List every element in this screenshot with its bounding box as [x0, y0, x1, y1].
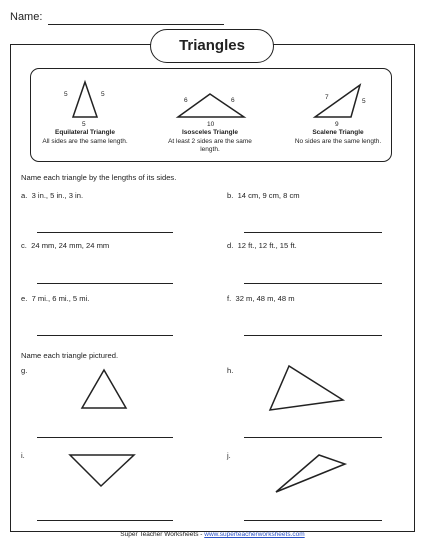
- answer-line-j[interactable]: [244, 520, 382, 521]
- isosceles-side-left: 6: [184, 97, 188, 104]
- isosceles-name: Isosceles Triangle: [181, 129, 238, 136]
- triangle-h-shape: [270, 366, 343, 410]
- equilateral-description: All sides are the same length.: [42, 138, 128, 145]
- scalene-name: Scalene Triangle: [312, 129, 364, 136]
- item-i-label: i.: [21, 451, 25, 460]
- equilateral-side-bottom: 5: [82, 121, 86, 128]
- triangle-i-shape: [70, 455, 134, 486]
- isosceles-description: At least 2 sides are the same length.: [168, 138, 252, 153]
- scalene-description: No sides are the same length.: [294, 138, 382, 145]
- equilateral-side-left: 5: [64, 91, 68, 98]
- item-j-label: j.: [227, 451, 231, 460]
- footer-text: Super Teacher Worksheets -: [120, 531, 205, 538]
- answer-line-i[interactable]: [37, 520, 173, 521]
- item-g-label: g.: [21, 366, 28, 375]
- question-d: d. 12 ft., 12 ft., 15 ft.: [227, 241, 297, 250]
- scalene-side-bottom: 9: [335, 121, 339, 128]
- scalene-side-left: 7: [325, 94, 329, 101]
- isosceles-side-bottom: 10: [207, 121, 215, 128]
- question-c: c. 24 mm, 24 mm, 24 mm: [21, 241, 110, 250]
- worksheet-title: Triangles: [150, 29, 274, 63]
- footer: [0, 531, 425, 538]
- footer-link[interactable]: www.superteacherworksheets.com: [204, 531, 305, 538]
- question-e: e. 7 mi., 6 mi., 5 mi.: [21, 294, 90, 303]
- triangle-g-shape: [82, 370, 126, 408]
- answer-line-h[interactable]: [244, 437, 382, 438]
- question-b: b. 14 cm, 9 cm, 8 cm: [227, 191, 300, 200]
- equilateral-side-right: 5: [101, 91, 105, 98]
- answer-line-g[interactable]: [37, 437, 173, 438]
- item-h-label: h.: [227, 366, 234, 375]
- name-label: Name:: [10, 11, 43, 23]
- part1-instruction: Name each triangle by the lengths of its sides.: [21, 173, 177, 182]
- scalene-side-right: 5: [362, 98, 366, 105]
- equilateral-name: Equilateral Triangle: [55, 129, 115, 136]
- isosceles-side-right: 6: [231, 97, 235, 104]
- part2-instruction: Name each triangle pictured.: [21, 351, 119, 360]
- question-f: f. 32 m, 48 m, 48 m: [227, 294, 295, 303]
- question-a: a. 3 in., 5 in., 3 in.: [21, 191, 84, 200]
- triangle-j-shape: [276, 455, 345, 492]
